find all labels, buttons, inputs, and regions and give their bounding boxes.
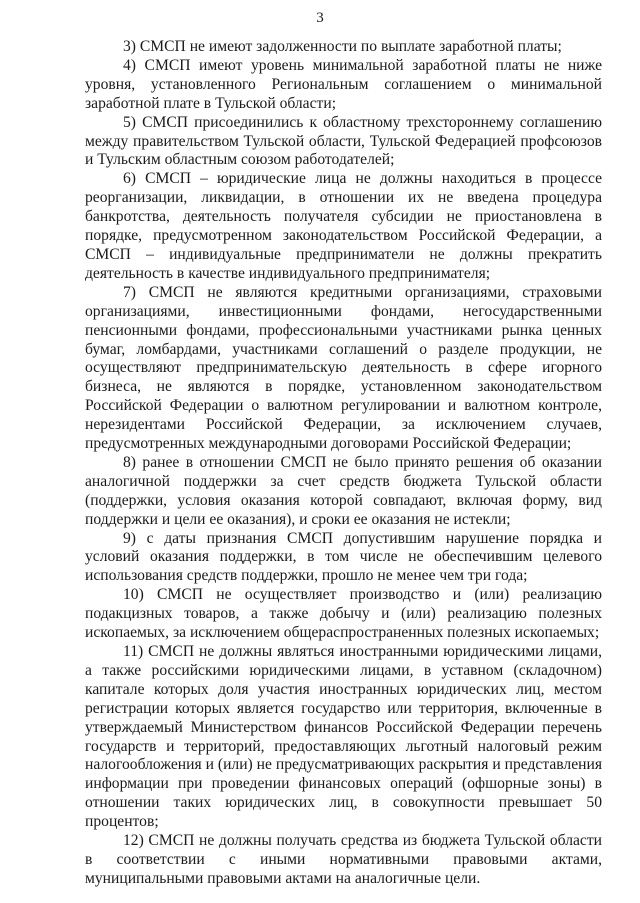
list-item-4: 4) СМСП имеют уровень минимальной заработной платы не ниже уровня, установленного Региональным соглашением о минимальной заработной плате в Тульской области;	[85, 56, 602, 112]
document-body	[85, 38, 602, 889]
list-item-5: 5) СМСП присоединились к областному трехстороннему соглашению между правительством Тульской области, Тульской Федерацией профсоюзов и Тульским областным союзом работодателей;	[85, 113, 602, 169]
list-item-12: 12) СМСП не должны получать средства из бюджета Тульской области в соответствии с иными нормативными правовыми актами, муниципальными правовыми актами на аналогичные цели.	[85, 832, 602, 887]
list-item-8: 8) ранее в отношении СМСП не было принято решения об оказании аналогичной поддержки за счет средств бюджета Тульской области (поддержки, условия оказания которой совпадают, включая форму, вид поддержки и цели ее оказания), и сроки ее оказания не истекли;	[85, 453, 602, 528]
list-item-9: 9) с даты признания СМСП допустившим нарушение порядка и условий оказания поддержки, в том числе не обеспечившим целевого использования средств поддержки, прошло не менее чем три года;	[85, 529, 602, 585]
list-item-7: 7) СМСП не являются кредитными организациями, страховыми организациями, инвестиционными фондами, негосударственными пенсионными фондами, профессиональными участниками рынка ценных бумаг, ломбардами, участниками соглашений о разделе продукции, не осуществляют предпринимательскую деятельность в сфере игорного бизнеса, не являются в порядке, установленном законодательством Российской Федерации о валютном регулировании и валютном контроле, нерезидентами Российской Федерации, за исключением случаев, предусмотренных международными договорами Российской Федерации;	[85, 283, 602, 453]
list-item-11: 11) СМСП не должны являться иностранными юридическими лицами, а также российскими юридическими лицами, в уставном (складочном) капитале которых доля участия иностранных юридических лиц, местом регистрации которых является государство или территория, включенные в утверждаемый Министерством финансов Российской Федерации перечень государств и территорий, предоставляющих льготный налоговый режим налогообложения и (или) не предусматривающих раскрытия и представления информации при проведении финансовых операций (офшорные зоны) в отношении таких юридических лиц, в совокупности превышает 50 процентов;	[85, 643, 602, 831]
page-number: 3	[316, 10, 324, 26]
list-item-6: 6) СМСП – юридические лица не должны находиться в процессе реорганизации, ликвидации, в отношении их не введена процедура банкротства, деятельность получателя субсидии не приостановлена в порядке, предусмотренном законодательством Российской Федерации, а СМСП – индивидуальные предприниматели не должны прекратить деятельность в качестве индивидуального предпринимателя;	[85, 170, 602, 282]
list-item-10: 10) СМСП не осуществляет производство и (или) реализацию подакцизных товаров, а также добычу и (или) реализацию полезных ископаемых, за исключением общераспространенных полезных ископаемых;	[85, 586, 602, 642]
list-item-3: 3) СМСП не имеют задолженности по выплате заработной платы;	[123, 38, 562, 55]
